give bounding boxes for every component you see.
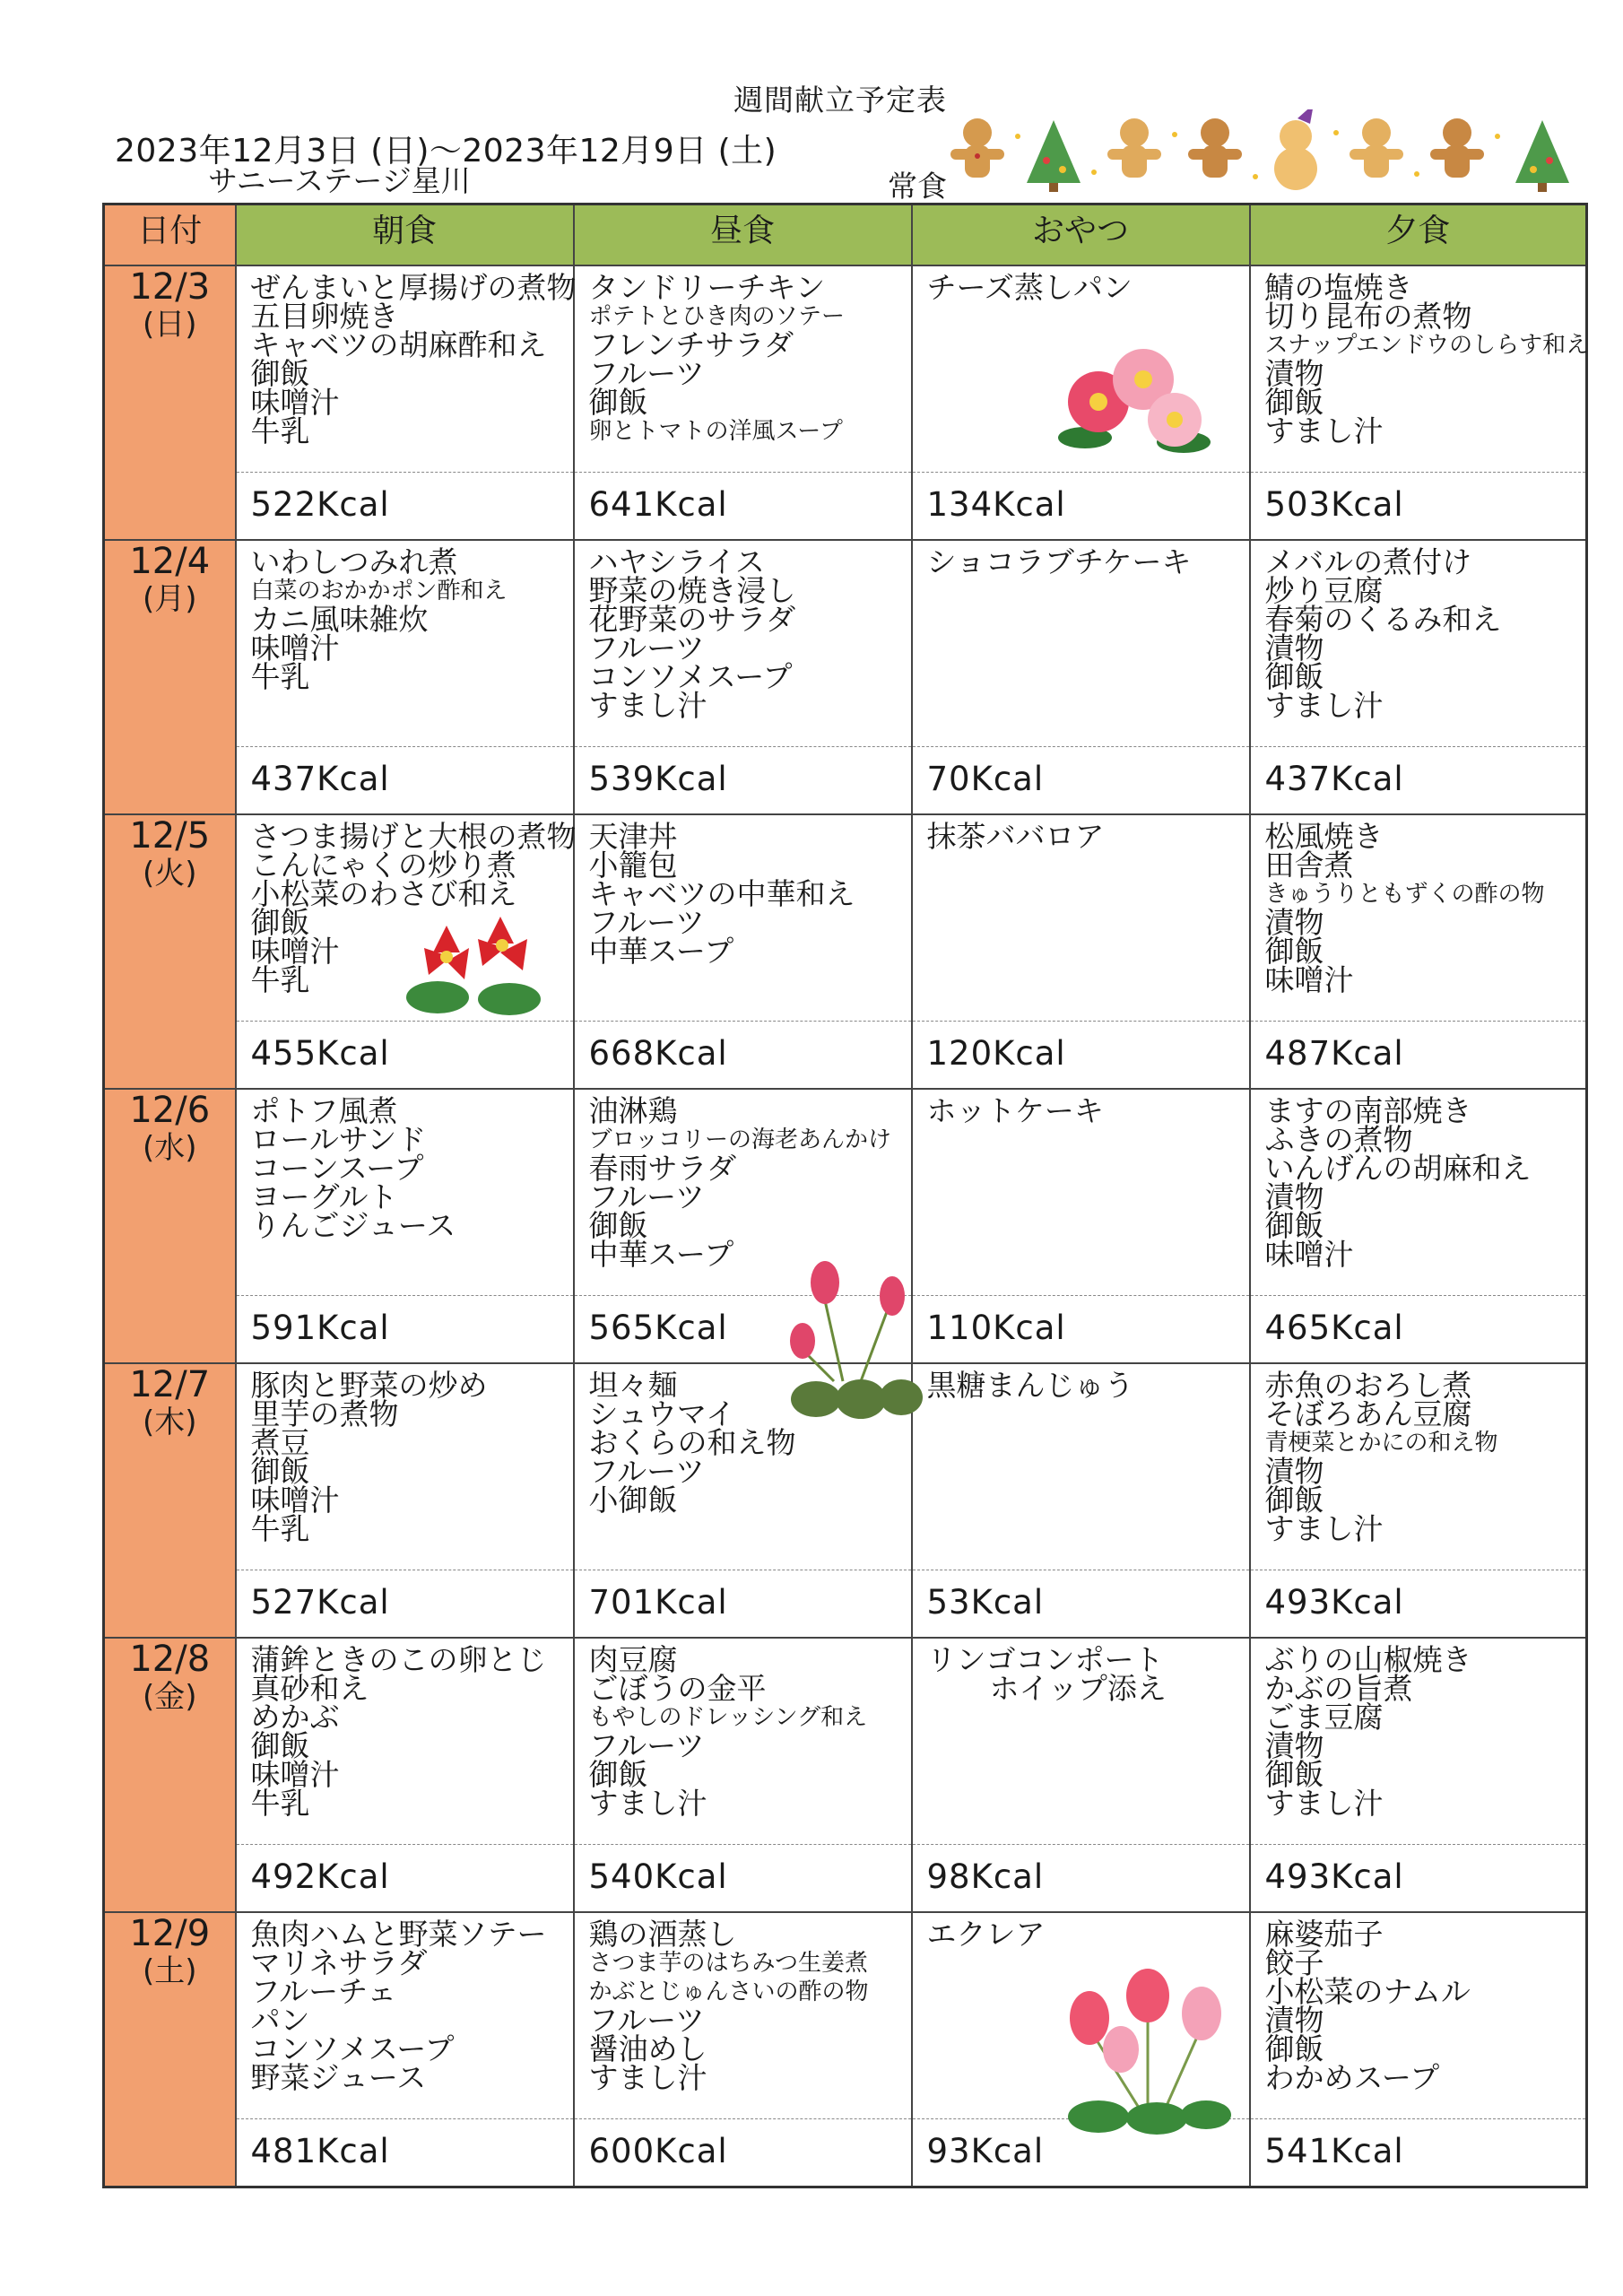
snack-cell: [912, 1089, 1250, 1363]
dish-list: [575, 1913, 911, 2095]
dish-item: 天津丼: [588, 819, 678, 854]
dish-item: キャベツの中華和え: [588, 876, 855, 911]
dish-item: 野菜ジュース: [250, 2060, 427, 2095]
dish-item: 味噌汁: [250, 1483, 340, 1518]
dish-list: [913, 541, 1249, 577]
date-label: 12/4: [129, 541, 211, 582]
dish-item: こんにゃくの炒り煮: [250, 848, 516, 883]
dish-item: フルーツ: [588, 356, 705, 391]
gingerbread-icon: [1430, 118, 1484, 178]
date-cell: [104, 814, 236, 1089]
calorie-value: 668Kcal: [575, 1021, 911, 1088]
dish-list: [237, 1364, 573, 1544]
dish-item: 春菊のくるみ和え: [1264, 602, 1502, 637]
dish-item: 御飯: [250, 356, 310, 391]
calorie-value: 98Kcal: [913, 1844, 1249, 1911]
dish-item: 真砂和え: [250, 1671, 369, 1706]
calorie-value: 134Kcal: [913, 472, 1249, 539]
dish-list: [913, 1639, 1249, 1706]
dish-list: [913, 1090, 1249, 1126]
dish-item: すまし汁: [588, 2060, 707, 2095]
calorie-value: 437Kcal: [237, 746, 573, 813]
dish-item: 煮豆: [250, 1425, 310, 1460]
date-label: 12/6: [129, 1090, 211, 1131]
dish-item: 牛乳: [250, 962, 310, 997]
dish-item: 麻婆茄子: [1264, 1917, 1384, 1952]
dish-list: [913, 1913, 1249, 1952]
calorie-value: 540Kcal: [575, 1844, 911, 1911]
dish-item: ホイップ添え: [989, 1671, 1167, 1706]
dish-item: ふきの煮物: [1264, 1122, 1413, 1157]
dish-item: キャベツの胡麻酢和え: [250, 327, 547, 362]
header-lunch: 昼食: [574, 204, 912, 266]
calorie-value: 522Kcal: [237, 472, 573, 539]
dish-item: 松風焼き: [1264, 819, 1384, 854]
breakfast-cell: [236, 540, 574, 814]
dish-item: ヨーグルト: [250, 1179, 398, 1214]
date-cell: [104, 1912, 236, 2187]
dish-item: フルーツ: [588, 905, 705, 940]
dish-item: すまし汁: [588, 1786, 707, 1821]
dish-list: [913, 815, 1249, 854]
dish-item: ポテトとひき肉のソテー: [588, 303, 845, 330]
date-cell: [104, 540, 236, 814]
dish-item: 炒り豆腐: [1264, 573, 1384, 608]
dish-item: ますの南部焼き: [1264, 1093, 1472, 1128]
date-range: 2023年12月3日 (日)～2023年12月9日 (土): [115, 133, 777, 170]
day-row: [104, 814, 1587, 1089]
header-breakfast: 朝食: [236, 204, 574, 266]
dish-item: きゅうりともずくの酢の物: [1264, 881, 1545, 908]
dish-item: 青梗菜とかにの和え物: [1264, 1430, 1498, 1457]
dish-item: 中華スープ: [588, 934, 734, 969]
dish-item: りんごジュース: [250, 1208, 456, 1243]
dish-item: 魚肉ハムと野菜ソテー: [250, 1917, 547, 1952]
calorie-value: 120Kcal: [913, 1021, 1249, 1088]
dish-item: 牛乳: [250, 1511, 310, 1546]
dish-list: [1251, 1090, 1586, 1272]
dish-item: リンゴコンポート: [926, 1642, 1164, 1677]
dish-item: 御飯: [250, 1728, 310, 1763]
dish-item: 御飯: [588, 1208, 648, 1243]
dish-item: 御飯: [1264, 1757, 1324, 1792]
day-row: [104, 265, 1587, 540]
calorie-value: 641Kcal: [575, 472, 911, 539]
dish-item: パン: [250, 2003, 310, 2038]
weekday-label: (火): [142, 856, 197, 891]
calorie-value: 493Kcal: [1251, 1844, 1586, 1911]
dish-list: [237, 266, 577, 448]
dish-item: 油淋鶏: [588, 1093, 678, 1128]
dish-item: いんげんの胡麻和え: [1264, 1151, 1532, 1186]
date-cell: [104, 1638, 236, 1912]
weekday-label: (土): [142, 1953, 197, 1989]
dish-item: 花野菜のサラダ: [588, 602, 796, 637]
tree-icon: [1027, 120, 1081, 192]
weekday-label: (木): [142, 1405, 197, 1440]
document-title: 週間献立予定表: [733, 83, 947, 117]
calorie-value: 527Kcal: [237, 1570, 573, 1637]
dish-item: 坦々麺: [588, 1368, 678, 1403]
date-cell: [104, 1089, 236, 1363]
calorie-value: 70Kcal: [913, 746, 1249, 813]
dish-item: すまし汁: [1264, 688, 1384, 723]
dish-item: 漬物: [1264, 356, 1324, 391]
dish-list: [1251, 1639, 1586, 1821]
calorie-value: 437Kcal: [1251, 746, 1586, 813]
date-label: 12/9: [129, 1913, 211, 1954]
dish-item: 醤油めし: [588, 2031, 707, 2066]
dish-item: シュウマイ: [588, 1396, 736, 1431]
dish-item: コンソメスープ: [588, 659, 793, 694]
calorie-value: 541Kcal: [1251, 2118, 1586, 2186]
dish-item: カニ風味雑炊: [250, 602, 429, 637]
dish-item: 味噌汁: [250, 1757, 340, 1792]
lunch-cell: [574, 265, 912, 540]
dish-item: おくらの和え物: [588, 1425, 796, 1460]
calorie-value: 600Kcal: [575, 2118, 911, 2186]
dish-item: 御飯: [250, 1454, 310, 1489]
gingerbread-icon: [950, 118, 1004, 178]
dish-list: [237, 1913, 573, 2095]
weekday-label: (金): [142, 1679, 197, 1715]
dish-item: すまし汁: [588, 688, 707, 723]
breakfast-cell: [236, 1638, 574, 1912]
dish-item: 御飯: [588, 1757, 648, 1792]
dish-item: ブロッコリーの海老あんかけ: [588, 1126, 891, 1153]
snack-cell: [912, 540, 1250, 814]
dish-item: 漬物: [1264, 905, 1324, 940]
cyclamen-flower-icon: [771, 1247, 924, 1426]
dish-item: 餃子: [1264, 1945, 1324, 1980]
weekday-label: (月): [142, 581, 197, 617]
gingerbread-icon: [1350, 118, 1403, 178]
lunch-cell: [574, 1912, 912, 2187]
dish-item: 赤魚のおろし煮: [1264, 1368, 1472, 1403]
dish-item: 里芋の煮物: [250, 1396, 399, 1431]
dish-item: 御飯: [1264, 659, 1324, 694]
dish-item: 白菜のおかかポン酢和え: [250, 578, 508, 604]
dish-item: 味噌汁: [250, 631, 340, 665]
dish-item: 御飯: [1264, 1208, 1324, 1243]
facility-name: サニーステージ星川: [208, 163, 471, 198]
calorie-value: 93Kcal: [913, 2118, 1249, 2186]
calorie-value: 503Kcal: [1251, 472, 1586, 539]
header-row: [104, 204, 1587, 266]
lunch-cell: [574, 814, 912, 1089]
dish-list: [1251, 1364, 1586, 1544]
dish-item: 味噌汁: [250, 385, 340, 420]
dish-item: 御飯: [250, 905, 310, 940]
dish-item: 春雨サラダ: [588, 1151, 737, 1186]
dish-item: もやしのドレッシング和え: [588, 1704, 868, 1731]
dish-item: ハヤシライス: [588, 544, 765, 579]
dish-item: ごま豆腐: [1264, 1700, 1384, 1735]
dish-item: 肉豆腐: [588, 1642, 678, 1677]
dish-item: ぜんまいと厚揚げの煮物: [250, 270, 577, 305]
weekly-menu-table: [102, 203, 1588, 2188]
dish-item: 漬物: [1264, 1454, 1324, 1489]
dish-item: すまし汁: [1264, 1786, 1384, 1821]
dish-list: [237, 541, 573, 694]
dish-list: [913, 266, 1249, 305]
dish-item: 小御飯: [588, 1483, 678, 1518]
dish-item: 漬物: [1264, 1179, 1324, 1214]
dish-item: 蒲鉾ときのこの卵とじ: [250, 1642, 547, 1677]
header-dinner: 夕食: [1250, 204, 1587, 266]
dish-item: 御飯: [1264, 2031, 1324, 2066]
calorie-value: 465Kcal: [1251, 1295, 1586, 1362]
dish-item: 五目卵焼き: [250, 299, 399, 334]
weekday-label: (日): [142, 307, 197, 343]
dish-list: [575, 266, 911, 446]
dish-list: [575, 1639, 911, 1821]
calorie-value: 455Kcal: [237, 1021, 573, 1088]
dish-item: ホットケーキ: [926, 1093, 1104, 1128]
gingerbread-icon: [1274, 109, 1317, 190]
cyclamen-flower-icon: [1058, 1964, 1237, 2135]
calorie-value: 487Kcal: [1251, 1021, 1586, 1088]
dish-item: 御飯: [1264, 1483, 1324, 1518]
date-cell: [104, 265, 236, 540]
dish-item: タンドリーチキン: [588, 270, 826, 305]
dish-item: ポトフ風煮: [250, 1093, 398, 1128]
dish-item: 牛乳: [250, 413, 310, 448]
dish-item: いわしつみれ煮: [250, 544, 458, 579]
dish-list: [575, 815, 911, 969]
dish-item: 小松菜のわさび和え: [250, 876, 517, 911]
header-snack: おやつ: [912, 204, 1250, 266]
christmas-decoration-band: [942, 109, 1592, 199]
header-date: 日付: [104, 204, 236, 266]
dish-item: コンソメスープ: [250, 2031, 455, 2066]
calorie-value: 492Kcal: [237, 1844, 573, 1911]
breakfast-cell: [236, 265, 577, 540]
dish-item: 味噌汁: [250, 934, 340, 969]
dish-item: フルーツ: [588, 631, 705, 665]
dinner-cell: [1250, 1638, 1587, 1912]
snack-cell: [912, 814, 1250, 1089]
dish-item: さつま揚げと大根の煮物: [250, 819, 577, 854]
dish-item: 牛乳: [250, 659, 310, 694]
camellia-flower-icon: [1049, 339, 1228, 456]
dinner-cell: [1250, 265, 1590, 540]
date-label: 12/7: [129, 1364, 211, 1405]
dish-item: コーンスープ: [250, 1151, 424, 1186]
dish-item: 御飯: [588, 385, 648, 420]
weekday-label: (水): [142, 1130, 197, 1166]
dinner-cell: [1250, 1912, 1587, 2187]
dish-item: 豚肉と野菜の炒め: [250, 1368, 488, 1403]
dinner-cell: [1250, 540, 1587, 814]
gingerbread-icon: [1107, 118, 1161, 178]
calorie-value: 539Kcal: [575, 746, 911, 813]
snack-cell: [912, 1363, 1250, 1638]
dish-item: 野菜の焼き浸し: [588, 573, 796, 608]
dish-item: 黒糖まんじゅう: [926, 1368, 1134, 1403]
dish-list: [913, 1364, 1249, 1403]
dish-item: 味噌汁: [1264, 962, 1354, 997]
dish-item: すまし汁: [1264, 1511, 1384, 1546]
breakfast-cell: [236, 1089, 574, 1363]
dinner-cell: [1250, 814, 1587, 1089]
calorie-value: 493Kcal: [1251, 1570, 1586, 1637]
dinner-cell: [1250, 1089, 1587, 1363]
calorie-value: 110Kcal: [913, 1295, 1249, 1362]
calorie-value: 701Kcal: [575, 1570, 911, 1637]
day-row: [104, 1638, 1587, 1912]
dish-item: ごぼうの金平: [588, 1671, 767, 1706]
dish-item: 漬物: [1264, 1728, 1324, 1763]
gingerbread-icon: [1188, 118, 1242, 178]
dinner-cell: [1250, 1363, 1587, 1638]
dish-item: 御飯: [1264, 385, 1324, 420]
dish-item: フルーツ: [588, 1454, 705, 1489]
day-row: [104, 1912, 1587, 2187]
dish-item: フルーツ: [588, 1179, 705, 1214]
dish-item: マリネサラダ: [250, 1945, 428, 1980]
dish-item: かぶとじゅんさいの酢の物: [588, 1979, 869, 2005]
dish-item: すまし汁: [1264, 413, 1384, 448]
dish-item: めかぶ: [250, 1700, 340, 1735]
dish-item: 切り昆布の煮物: [1264, 299, 1472, 334]
calorie-value: 565Kcal: [575, 1295, 911, 1362]
dish-item: 御飯: [1264, 934, 1324, 969]
dish-item: 味噌汁: [1264, 1237, 1354, 1272]
dish-item: チーズ蒸しパン: [926, 270, 1133, 305]
lunch-cell: [574, 1638, 912, 1912]
poinsettia-flower-icon: [393, 899, 554, 1024]
calorie-value: 481Kcal: [237, 2118, 573, 2186]
dish-item: フレンチサラダ: [588, 327, 794, 362]
dish-item: フルーチェ: [250, 1974, 397, 2009]
dish-list: [237, 1090, 573, 1243]
day-row: [104, 540, 1587, 814]
tree-icon: [1515, 120, 1569, 192]
dish-item: 小松菜のナムル: [1264, 1974, 1471, 2009]
breakfast-cell: [236, 1363, 574, 1638]
diet-type-label: 常食: [888, 169, 947, 204]
dish-item: わかめスープ: [1264, 2060, 1440, 2095]
lunch-cell: [574, 540, 912, 814]
dish-item: ロールサンド: [250, 1122, 427, 1157]
dish-list: [1251, 815, 1586, 995]
dish-item: 牛乳: [250, 1786, 310, 1821]
dish-item: ショコラブチケーキ: [926, 544, 1192, 579]
dish-item: 鯖の塩焼き: [1264, 270, 1413, 305]
dish-item: さつま芋のはちみつ生姜煮: [588, 1950, 868, 1977]
dish-item: 中華スープ: [588, 1237, 734, 1272]
dish-item: 卵とトマトの洋風スープ: [588, 418, 843, 445]
date-cell: [104, 1363, 236, 1638]
dish-item: スナップエンドウのしらす和え: [1264, 332, 1590, 359]
dish-item: エクレア: [926, 1917, 1046, 1952]
dish-item: メバルの煮付け: [1264, 544, 1472, 579]
date-label: 12/3: [129, 266, 211, 308]
calorie-value: 53Kcal: [913, 1570, 1249, 1637]
dish-list: [237, 1639, 573, 1821]
dish-item: ぶりの山椒焼き: [1264, 1642, 1472, 1677]
dish-item: 鶏の酒蒸し: [588, 1917, 737, 1952]
dish-list: [1251, 266, 1590, 448]
calorie-value: 591Kcal: [237, 1295, 573, 1362]
dish-item: 漬物: [1264, 2003, 1324, 2038]
date-label: 12/8: [129, 1639, 211, 1680]
dish-item: かぶの旨煮: [1264, 1671, 1413, 1706]
dish-list: [575, 541, 911, 723]
dish-list: [1251, 541, 1586, 723]
dish-item: 小籠包: [588, 848, 678, 883]
dish-list: [1251, 1913, 1586, 2095]
dish-item: 漬物: [1264, 631, 1324, 665]
breakfast-cell: [236, 1912, 574, 2187]
dish-item: フルーツ: [588, 2003, 705, 2038]
date-label: 12/5: [129, 815, 211, 857]
snack-cell: [912, 1638, 1250, 1912]
dish-item: フルーツ: [588, 1728, 705, 1763]
dish-list: [575, 1090, 911, 1272]
dish-item: そぼろあん豆腐: [1264, 1396, 1472, 1431]
dish-item: 田舎煮: [1264, 848, 1354, 883]
dish-item: 抹茶ババロア: [926, 819, 1105, 854]
